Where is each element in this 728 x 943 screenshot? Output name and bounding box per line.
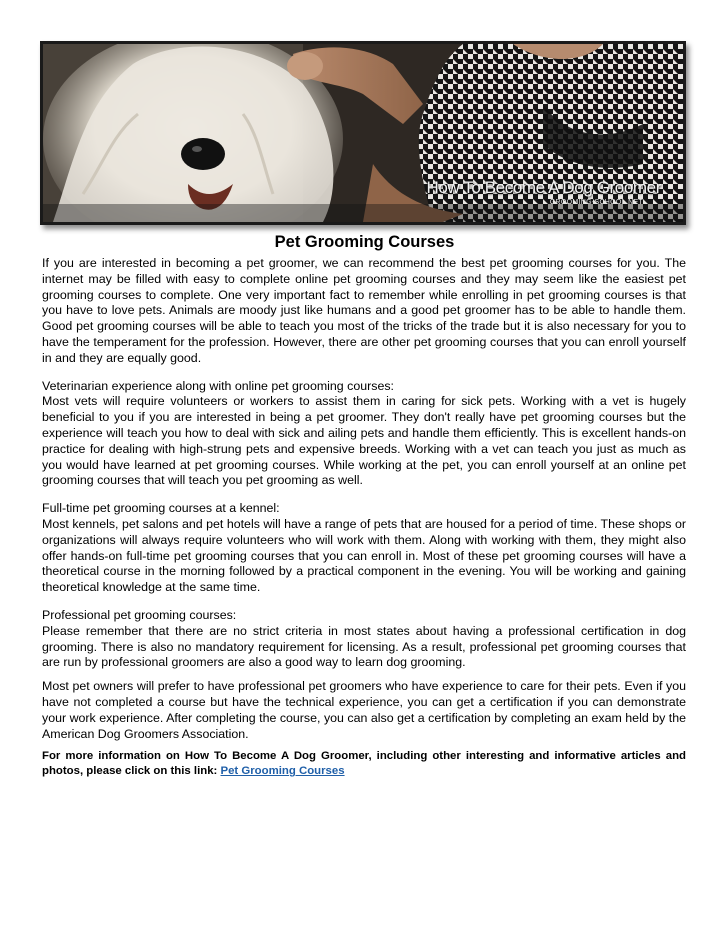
section-body: Most kennels, pet salons and pet hotels will have a range of pets that are housed for a period of time. These shops or organizations will always require volunteers who will work with them. Along with working with them, they might also offer hands-on full-time pet grooming courses that you can enroll in. Most of these pet grooming courses will have a theoretical course in the morning followed by a practical component in the evening. You will be working and gaining theoretical knowledge at the same time. [42,516,686,595]
section-body: Most vets will require volunteers or workers to assist them in caring for sick pets. Working with a vet is hugely beneficial to you if you are interested in being a pet groomer. They don't really have pet grooming courses but the experience will teach you how to deal with sick and ailing pets and handle them efficiently. This is excellent hands-on practice for dealing with high-strung pets and expensive breeds. Working with a vet can teach you just as much as you would have learned at pet grooming courses. While working at the pet, you can enroll yourself at an online pet grooming courses that will teach you pet grooming as well. [42,394,686,488]
intro-paragraph: If you are interested in becoming a pet groomer, we can recommend the best pet grooming courses for you. The internet may be filled with easy to complete online pet grooming courses and they may seem like the easiest pet grooming courses to complete. One very important fact to remember while enrolling in pet grooming courses is that you have to love pets. Animals are moody just like humans and a good pet groomer has to be able to handle them. Good pet grooming courses will be able to teach you most of the tricks of the trade but it is also necessary for you to have the temperament for the profession. However, there are other pet grooming courses that you can enroll yourself in and they are equally good. [42,256,686,365]
section-heading: Veterinarian experience along with online pet grooming courses: [42,378,394,393]
section-vet-experience [42,379,686,490]
closing-paragraph: Most pet owners will prefer to have professional pet groomers who have experience to care for their pets. Even if you have not completed a course but have the technical experience, you can get a certification if you can demonstrate your work experience. After completing the course, you can also get a certification by completing an exam held by the American Dog Groomers Association. [42,679,686,741]
pet-grooming-courses-link[interactable]: Pet Grooming Courses [220,765,345,778]
section-body: Please remember that there are no strict criteria in most states about having a professional certification in dog grooming. There is also no mandatory requirement for licensing. As a result, professional pet grooming courses that are run by professional groomers are also a good way to learn dog grooming. [42,623,686,670]
section-professional [42,608,686,671]
banner-subtitle: GROOMING-SCHOOL.NET [549,199,643,206]
article-body [42,232,686,779]
footer-text: For more information on How To Become A Dog Groomer, including other interesting and informative articles and photos, please click on this link: [42,750,686,778]
banner-title: How To Become A Dog Groomer [426,178,661,197]
banner-photo [43,44,683,222]
footer-note [42,749,686,779]
page-title: Pet Grooming Courses [274,233,455,251]
section-heading: Professional pet grooming courses: [42,607,237,622]
section-kennel [42,501,686,596]
section-heading: Full-time pet grooming courses at a kennel: [42,501,280,516]
header-banner [40,41,686,225]
